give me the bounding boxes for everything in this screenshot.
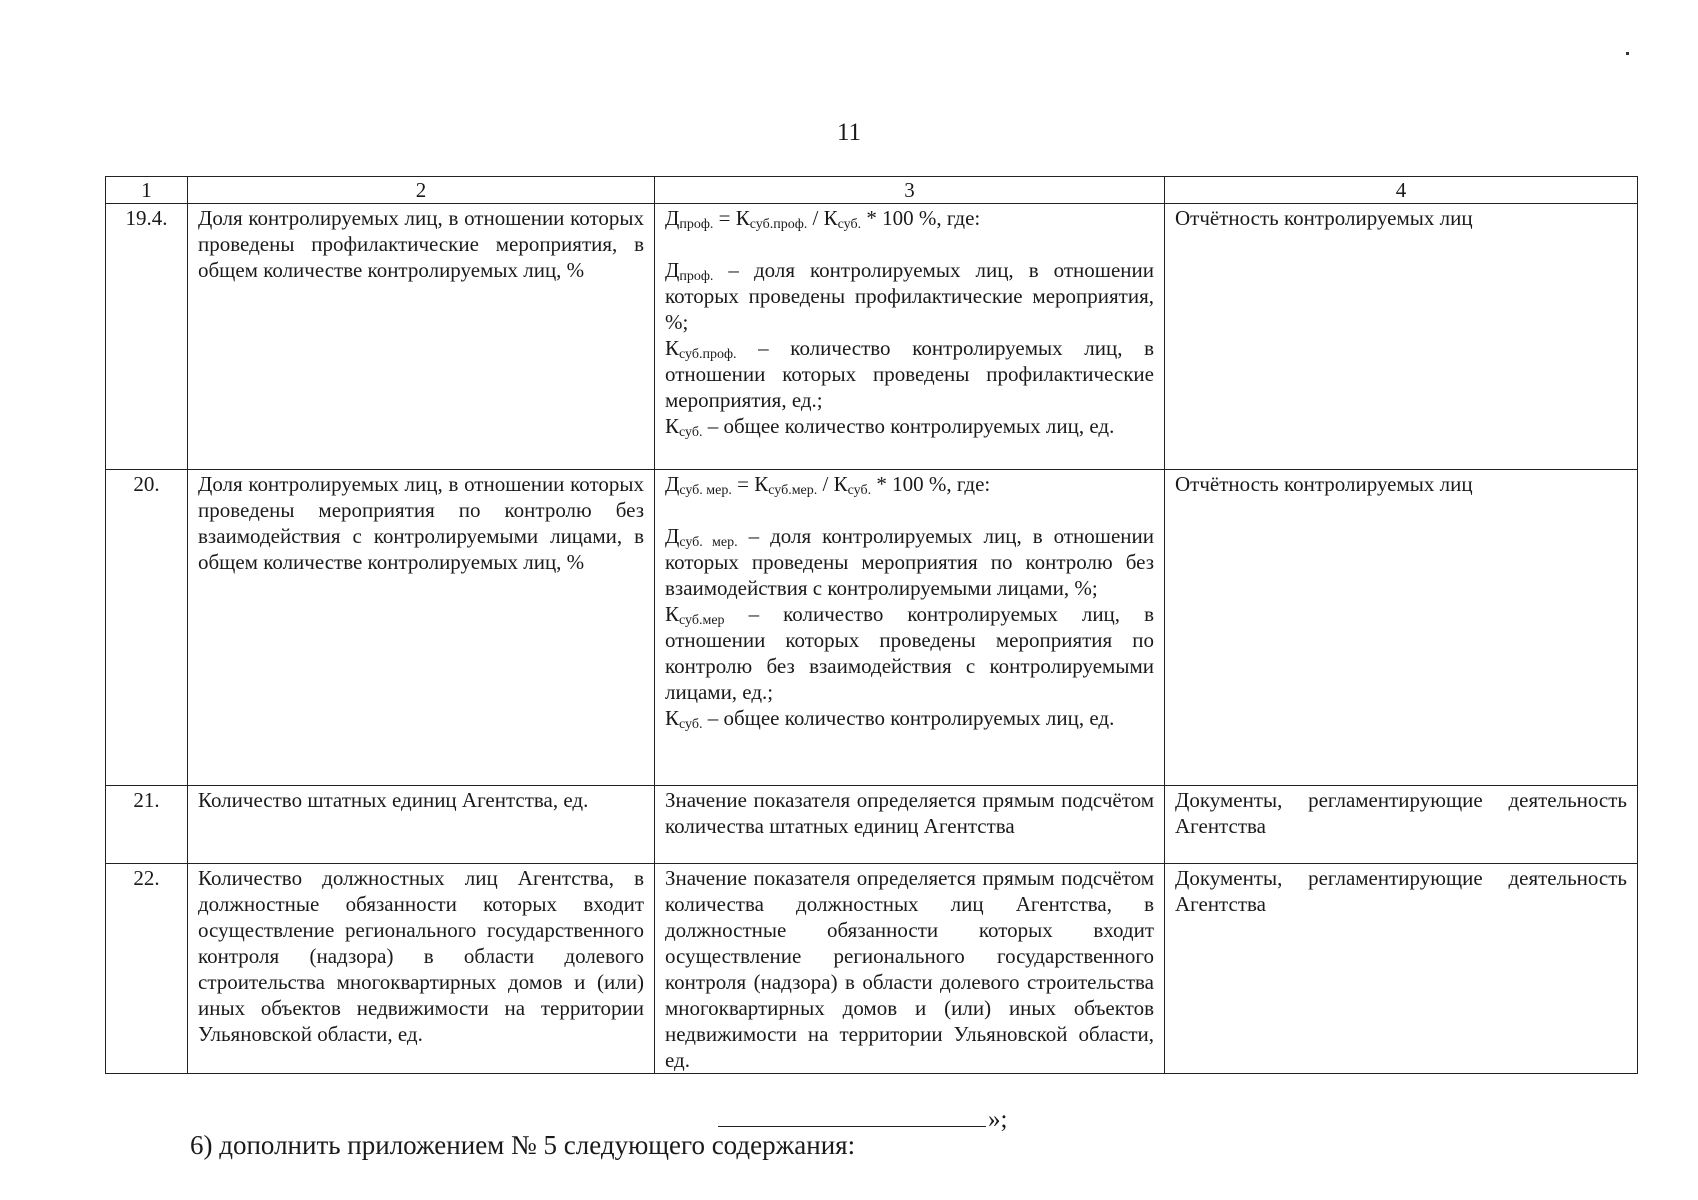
table-header-row — [106, 177, 1638, 204]
formula: $Д_{проф.} = К_{суб.проф.} / К_{суб.} * 100$ %, где: — [665, 206, 981, 232]
calculation-method: Значение показателя определяется прямым подсчётом количества должностных лиц Агентства, в должностные обязанности которых входит осуществление регионального государственного контроля (надзора) в области долевого строительства многоквартирных домов и (или) иных объектов недвижимости на территории Ульяновской области, ед. — [655, 864, 1165, 1074]
formula-definition: $К_{суб.}$ – общее количество контролируемых лиц, ед. — [665, 706, 1115, 732]
column-header: 3 — [655, 177, 1165, 204]
underline-rule — [718, 1104, 986, 1127]
calculation-method — [655, 470, 1165, 786]
indicators-table — [105, 176, 1638, 1074]
formula-definition: $К_{суб.мер}$ – количество контролируемых лиц, в отношении которых проведены мероприятия по контролю без взаимодействия с контролируемыми лицами, ед.; — [665, 602, 1154, 704]
scan-speck — [1626, 52, 1629, 55]
row-number: 22. — [106, 864, 188, 1074]
formula-definition: $Д_{суб. мер.}$ – доля контролируемых лиц, в отношении которых проведены мероприятия по контролю без взаимодействия с контролируемыми лицами, %; — [665, 524, 1154, 600]
calculation-method: Значение показателя определяется прямым подсчётом количества штатных единиц Агентства — [655, 786, 1165, 864]
row-number: 19.4. — [106, 204, 188, 470]
table-row — [106, 204, 1638, 470]
table-row — [106, 470, 1638, 786]
page-number: 11 — [836, 119, 862, 146]
data-source: Документы, регламентирующие деятельность Агентства — [1165, 786, 1638, 864]
calculation-method — [655, 204, 1165, 470]
table-row — [106, 786, 1638, 864]
indicator-name: Количество должностных лиц Агентства, в должностные обязанности которых входит осуществление регионального государственного контроля (надзора) в области долевого строительства многоквартирных домов и (или) иных объектов недвижимости на территории Ульяновской области, ед. — [188, 864, 655, 1074]
table-row — [106, 864, 1638, 1074]
formula-definition: $К_{суб.}$ – общее количество контролируемых лиц, ед. — [665, 414, 1115, 440]
amendment-instruction: 6) дополнить приложением № 5 следующего содержания: — [190, 1130, 856, 1160]
column-header: 1 — [106, 177, 188, 204]
formula-definition: $Д_{проф.}$ – доля контролируемых лиц, в отношении которых проведены профилактические мероприятия, %; — [665, 258, 1154, 334]
column-header: 2 — [188, 177, 655, 204]
indicator-name: Количество штатных единиц Агентства, ед. — [188, 786, 655, 864]
indicator-name: Доля контролируемых лиц, в отношении которых проведены профилактические мероприятия, в общем количестве контролируемых лиц, % — [188, 204, 655, 470]
indicator-name: Доля контролируемых лиц, в отношении которых проведены мероприятия по контролю без взаимодействия с контролируемыми лицами, в общем количестве контролируемых лиц, % — [188, 470, 655, 786]
row-number: 20. — [106, 470, 188, 786]
column-header: 4 — [1165, 177, 1638, 204]
formula: $Д_{суб. мер.} = К_{суб.мер.} / К_{суб.} * 100$ %, где: — [665, 472, 991, 498]
data-source: Отчётность контролируемых лиц — [1165, 204, 1638, 470]
data-source: Отчётность контролируемых лиц — [1165, 470, 1638, 786]
formula-definition: $К_{суб.проф.}$ – количество контролируемых лиц, в отношении которых проведены профилактические мероприятия, ед.; — [665, 336, 1154, 412]
data-source: Документы, регламентирующие деятельность Агентства — [1165, 864, 1638, 1074]
closing-mark: »; — [988, 1106, 1008, 1133]
row-number: 21. — [106, 786, 188, 864]
